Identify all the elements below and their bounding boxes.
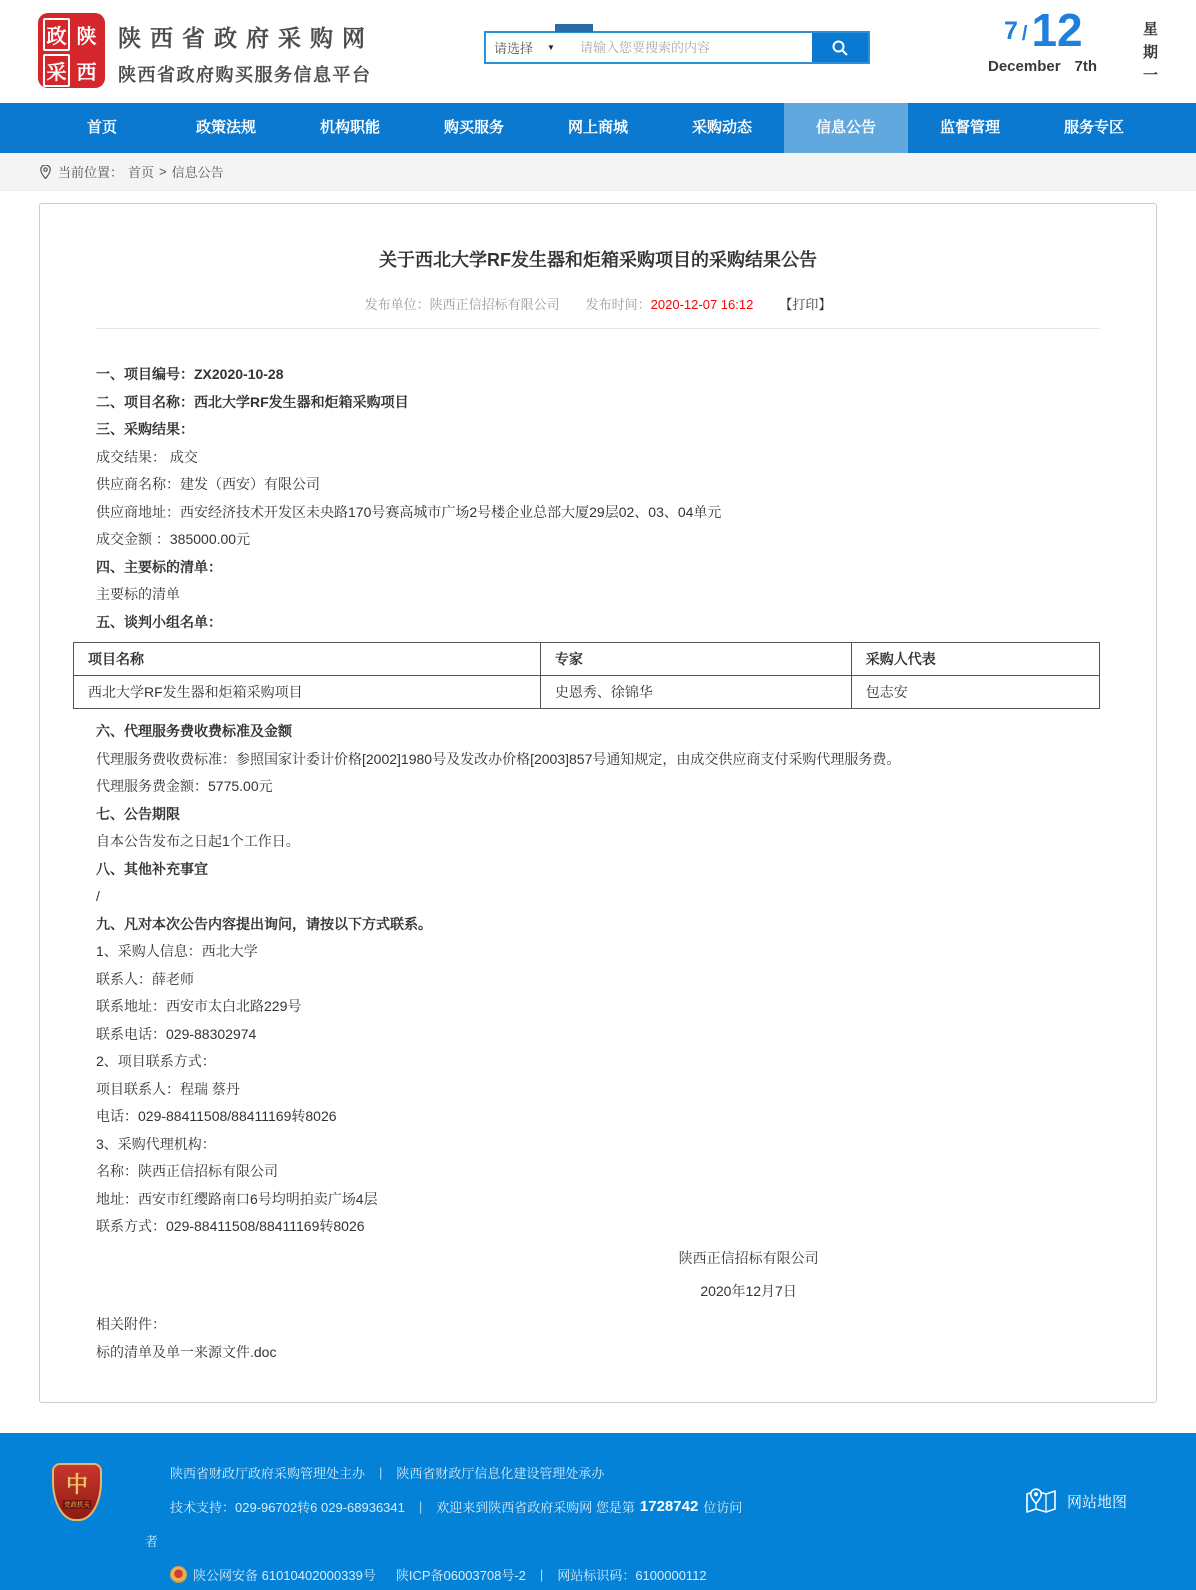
publish-time-value: 2020-12-07 16:12 [650, 297, 754, 312]
nav-item-procurement-news[interactable]: 采购动态 [691, 119, 752, 136]
date-month: December [988, 58, 1061, 75]
article-meta [96, 294, 1100, 313]
search-box [484, 31, 870, 64]
main-nav [0, 103, 1196, 153]
logo-char: 采 [43, 54, 70, 87]
date-day-big: 12 [1031, 4, 1083, 56]
footer-welcome-text: 欢迎来到陕西省政府采购网 您是第 [436, 1500, 635, 1515]
footer-line-support [170, 1497, 742, 1516]
article-paragraph: 代理服务费收费标准：参照国家计委计价格[2002]1980号及发改办价格[2003]857号通知规定，由成交供应商支付采购代理服务费。 [96, 750, 901, 767]
site-titles [118, 20, 374, 87]
attachment-file-link[interactable]: 标的清单及单一来源文件.doc [96, 1343, 277, 1360]
footer-host-right: 陕西省财政厅信息化建设管理处承办 [396, 1466, 605, 1481]
search-decor-tab [555, 24, 593, 32]
attachment-block [96, 1317, 1100, 1360]
announcement-panel [39, 203, 1157, 1403]
search-select-label: 请选择 [494, 41, 534, 56]
breadcrumb-home-link[interactable]: 首页 [128, 165, 155, 180]
signature-block [548, 1248, 950, 1301]
sitemap-link[interactable] [1025, 1486, 1127, 1516]
search-input[interactable] [574, 33, 812, 62]
signature-company: 陕西正信招标有限公司 [678, 1250, 819, 1266]
search-button[interactable] [812, 33, 868, 62]
article-paragraph: 3、采购代理机构： [96, 1135, 216, 1152]
nav-item-online-mall[interactable]: 网上商城 [567, 119, 628, 136]
table-row [74, 676, 1100, 709]
site-subtitle: 陕西省政府购买服务信息平台 [118, 65, 372, 85]
article-paragraph: / [96, 888, 100, 904]
search-category-select[interactable] [486, 33, 574, 62]
nav-item-policies[interactable]: 政策法规 [195, 119, 256, 136]
article-paragraph: 联系电话：029-88302974 [96, 1025, 257, 1042]
logo-char: 西 [76, 62, 97, 84]
location-pin-icon [40, 165, 51, 179]
table-header-project-name: 项目名称 [74, 643, 541, 676]
signature-date: 2020年12月7日 [700, 1283, 797, 1299]
article-paragraph: 主要标的清单 [96, 586, 180, 602]
footer-line-hosts [170, 1463, 742, 1482]
nav-item-announcements[interactable]: 信息公告 [784, 103, 908, 153]
divider [96, 328, 1100, 329]
article-paragraph: 五、谈判小组名单： [96, 613, 222, 630]
police-badge-icon [170, 1566, 187, 1583]
article-paragraph: 电话：029-88411508/88411169转8026 [96, 1108, 337, 1124]
date-separator: / [1021, 23, 1028, 45]
article-paragraph: 七、公告期限 [96, 805, 180, 822]
nav-item-purchase-services[interactable]: 购买服务 [443, 119, 504, 136]
cell-project-name: 西北大学RF发生器和炬箱采购项目 [74, 676, 541, 709]
date-ordinal: 7th [1074, 58, 1098, 75]
footer-icp-record: 陕ICP备06003708号-2 [395, 1568, 526, 1583]
sitemap-icon [1025, 1486, 1057, 1516]
search-icon [831, 39, 849, 57]
article-paragraph: 联系地址：西安市太白北路229号 [96, 998, 302, 1014]
article-paragraph: 地址：西安市红缨路南口6号均明拍卖广场4层 [96, 1190, 378, 1207]
article-paragraph: 三、采购结果： [96, 421, 194, 437]
attachment-label: 相关附件： [96, 1316, 166, 1332]
badge-band-label: 党政机关 [64, 1500, 90, 1509]
site-footer [0, 1433, 1196, 1590]
article-paragraph: 八、其他补充事宜 [96, 860, 208, 877]
nav-item-service-zone[interactable]: 服务专区 [1063, 119, 1124, 136]
footer-host-left: 陕西省财政厅政府采购管理处主办 [170, 1466, 366, 1481]
cell-buyer-rep: 包志安 [851, 676, 1099, 709]
breadcrumb-current: 信息公告 [171, 165, 224, 180]
footer-site-code: 网站标识码：6100000112 [557, 1568, 707, 1583]
article-paragraph: 联系人：薛老师 [96, 970, 194, 987]
visitor-count: 1728742 [639, 1498, 699, 1515]
article-paragraph: 名称：陕西正信招标有限公司 [96, 1163, 278, 1179]
date-widget [988, 4, 1158, 90]
nav-item-home[interactable]: 首页 [86, 119, 117, 136]
chevron-down-icon: ▼ [547, 43, 555, 52]
footer-text-block [145, 1463, 743, 1590]
article-paragraph: 六、代理服务费收费标准及金额 [96, 723, 292, 739]
footer-separator: | [379, 1465, 383, 1480]
site-logo[interactable] [38, 13, 105, 88]
negotiation-group-table [73, 642, 1100, 709]
footer-separator: | [418, 1499, 423, 1514]
site-title: 陕西省政府采购网 [118, 25, 374, 51]
footer-visitor-suffix: 位访问 [703, 1500, 743, 1515]
cell-experts: 史恩秀、徐锦华 [540, 676, 851, 709]
breadcrumb [0, 153, 1196, 191]
breadcrumb-prefix: 当前位置： [58, 165, 124, 180]
nav-item-supervision[interactable]: 监督管理 [939, 119, 1000, 136]
article-paragraph: 九、凡对本次公告内容提出询问，请按以下方式联系。 [96, 915, 432, 932]
weekday-label: 星 期 一 [1142, 21, 1158, 84]
page-title: 关于西北大学RF发生器和炬箱采购项目的采购结果公告 [379, 250, 817, 270]
article-paragraph: 成交金额 ：385000.00元 [96, 531, 251, 547]
article-paragraph: 项目联系人：程瑞 蔡丹 [96, 1080, 240, 1097]
article-paragraph: 四、主要标的清单： [96, 558, 222, 575]
article-paragraph: 成交结果： 成交 [96, 448, 198, 465]
logo-char: 陕 [76, 26, 97, 48]
article-paragraph: 供应商地址：西安经济技术开发区未央路170号赛高城市广场2号楼企业总部大厦29层02、03、04单元 [96, 503, 722, 520]
table-header-row [74, 643, 1100, 676]
footer-separator: | [539, 1567, 544, 1582]
publisher-label: 发布单位：陕西正信招标有限公司 [364, 297, 560, 312]
government-badge [52, 1463, 102, 1521]
footer-line-wrap-tail: 者 [145, 1534, 159, 1549]
publish-time: 发布时间：2020-12-07 16:12 [585, 297, 754, 312]
article-paragraph: 2、项目联系方式： [96, 1053, 216, 1069]
breadcrumb-separator: > [159, 164, 167, 179]
footer-tech-support: 技术支持：029-96702转6 029-68936341 [170, 1500, 405, 1515]
article-paragraph: 供应商名称：建发（西安）有限公司 [96, 476, 320, 492]
article-paragraph: 代理服务费金额：5775.00元 [96, 778, 273, 794]
site-header [0, 0, 1196, 103]
badge-emblem-icon: 中 [65, 1472, 88, 1497]
sitemap-label: 网站地图 [1067, 1493, 1128, 1511]
article-paragraph: 二、项目名称：西北大学RF发生器和炬箱采购项目 [96, 393, 409, 410]
article-paragraph: 联系方式：029-88411508/88411169转8026 [96, 1218, 365, 1234]
nav-item-functions[interactable]: 机构职能 [319, 119, 380, 136]
table-header-experts: 专家 [540, 643, 851, 676]
date-day-small: 7 [1004, 17, 1018, 45]
footer-security-record: 陕公网安备 61010402000339号 [193, 1568, 376, 1583]
article-paragraph: 一、项目编号：ZX2020-10-28 [96, 366, 284, 382]
article-paragraph: 1、采购人信息：西北大学 [96, 943, 258, 959]
table-header-buyer-rep: 采购人代表 [851, 643, 1099, 676]
footer-line-legal [170, 1565, 742, 1584]
logo-char: 政 [43, 18, 70, 51]
article-paragraph: 自本公告发布之日起1个工作日。 [96, 833, 300, 849]
print-button[interactable]: 【打印】 [779, 297, 832, 312]
